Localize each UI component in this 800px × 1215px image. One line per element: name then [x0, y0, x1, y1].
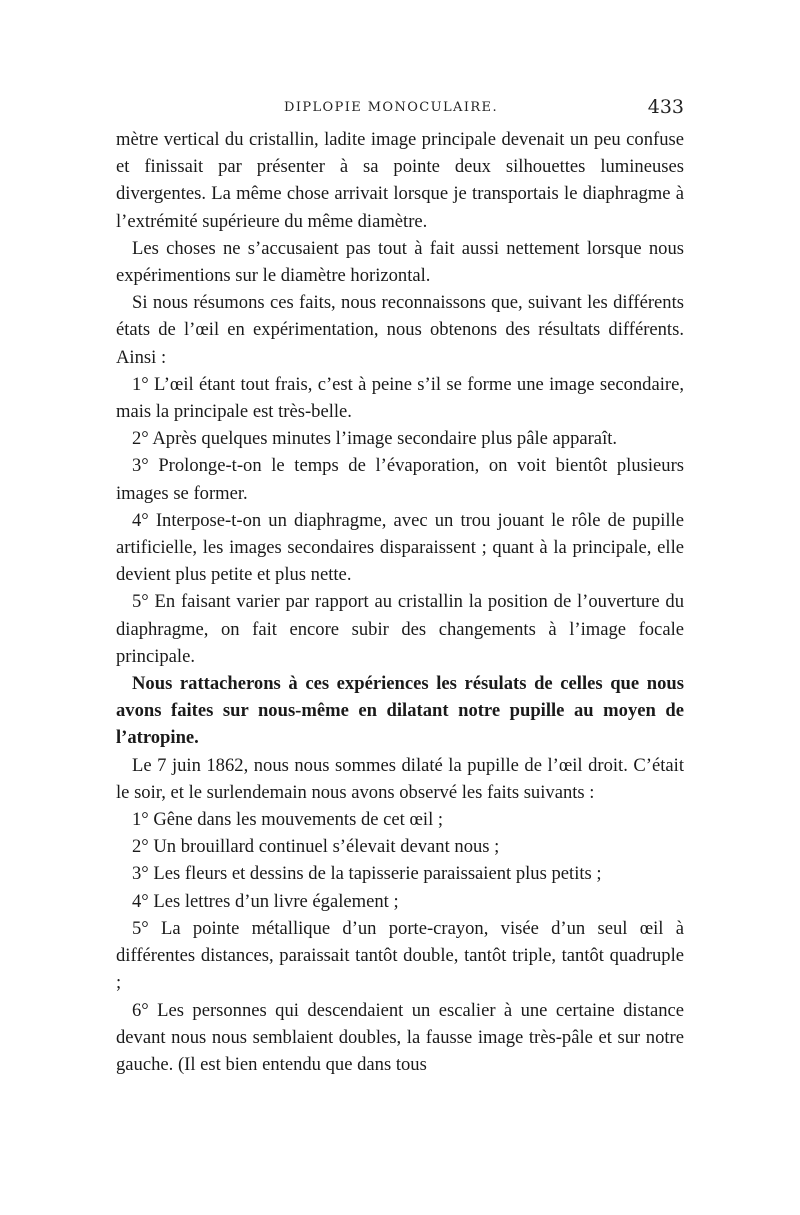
list-item: 4° Interpose-t-on un diaphragme, avec un trou jouant le rôle de pupille artificielle, les images secondaires disparaissent ; quant à la principale, elle devient plus petite et plus nette. — [116, 509, 684, 586]
paragraph: mètre vertical du cristallin, ladite image principale devenait un peu confuse et finissait par présenter à sa pointe deux silhouettes lumineuses divergentes. La même chose arrivait lorsque je transportais le diaphragme à l’extrémité supérieure du même diamètre. — [116, 129, 684, 232]
paragraph: Le 7 juin 1862, nous nous sommes dilaté la pupille de l’œil droit. C’était le soir, et le surlendemain nous avons observé les faits suivants : — [116, 754, 684, 803]
book-page — [116, 96, 684, 1078]
list-item: 2° Un brouillard continuel s’élevait devant nous ; — [132, 836, 500, 858]
body-text — [116, 126, 684, 1078]
list-item: 3° Les fleurs et dessins de la tapisserie paraissaient plus petits ; — [132, 863, 602, 885]
list-item: 1° L’œil étant tout frais, c’est à peine s’il se forme une image secondaire, mais la principale est très-belle. — [116, 373, 684, 423]
list-item: 6° Les personnes qui descendaient un escalier à une certaine distance devant nous nous semblaient doubles, la fausse image très-pâle et sur notre gauche. (Il est bien entendu que dans tous — [116, 999, 684, 1075]
list-item: 3° Prolonge-t-on le temps de l’évaporation, on voit bientôt plusieurs images se former. — [116, 455, 684, 504]
paragraph: Si nous résumons ces faits, nous reconnaissons que, suivant les différents états de l’œil en expérimentation, nous obtenons des résultats différents. Ainsi : — [116, 292, 684, 368]
paragraph: Nous rattacherons à ces expériences les résulats de celles que nous avons faites sur nous-même en dilatant notre pupille au moyen de l’atropine. — [116, 673, 684, 749]
page-number: 433 — [647, 96, 684, 118]
running-title: DIPLOPIE MONOCULAIRE. — [284, 100, 498, 115]
list-item: 2° Après quelques minutes l’image secondaire plus pâle apparaît. — [132, 428, 618, 450]
running-head — [116, 96, 684, 126]
paragraph: Les choses ne s’accusaient pas tout à fait aussi nettement lorsque nous expérimentions sur le diamètre horizontal. — [116, 237, 684, 287]
list-item: 5° La pointe métallique d’un porte-crayon, visée d’un seul œil à différentes distances, paraissait tantôt double, tantôt triple, tantôt quadruple ; — [116, 917, 684, 994]
list-item: 4° Les lettres d’un livre également ; — [132, 890, 399, 912]
list-item: 5° En faisant varier par rapport au cristallin la position de l’ouverture du diaphragme, on fait encore subir des changements à l’image focale principale. — [116, 591, 684, 667]
list-item: 1° Gêne dans les mouvements de cet œil ; — [132, 809, 444, 831]
